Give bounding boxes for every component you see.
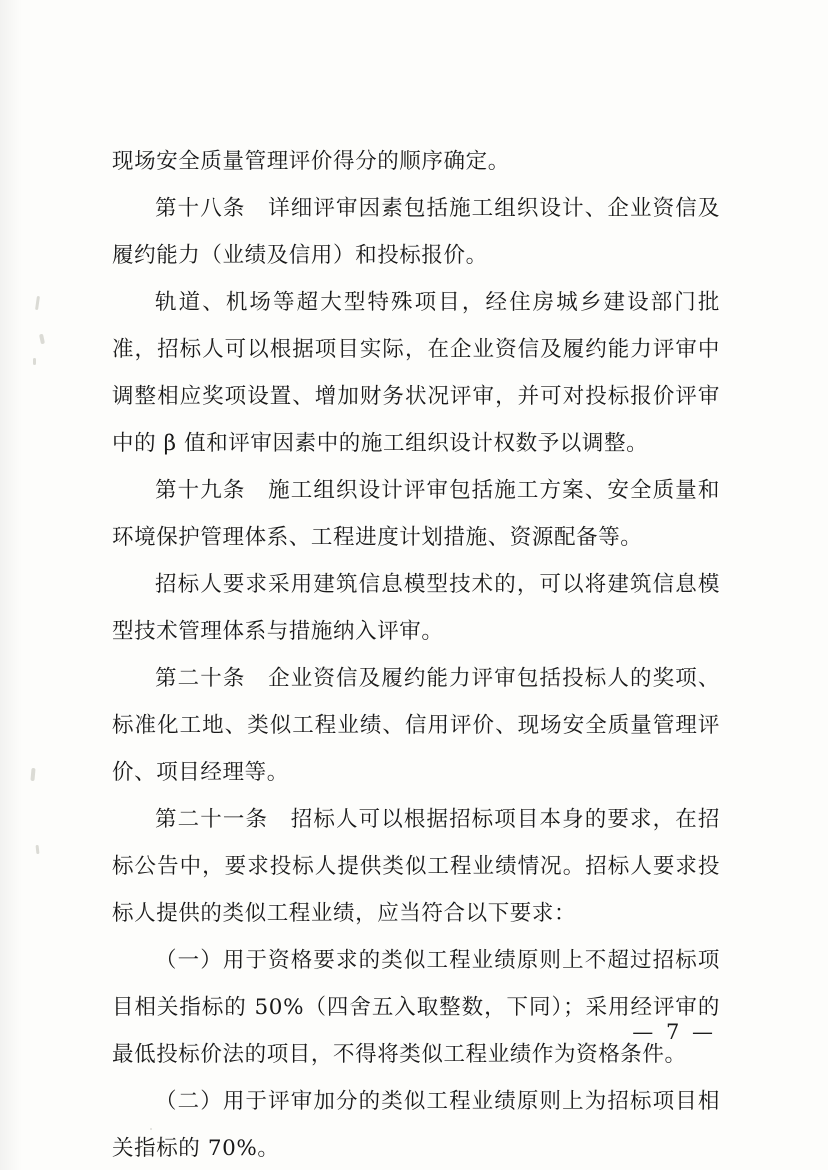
paragraph: 第十八条 详细评审因素包括施工组织设计、企业资信及履约能力（业绩及信用）和投标报价。 <box>112 196 720 268</box>
paragraph: （二）用于评审加分的类似工程业绩原则上为招标项目相关指标的 70%。 <box>112 1089 720 1161</box>
page-edge-shadow <box>0 0 22 1170</box>
document-body <box>112 138 720 1172</box>
scan-artifact-mark <box>39 334 45 345</box>
scan-artifact-mark <box>35 296 40 310</box>
scan-artifact-mark <box>36 845 40 854</box>
paragraph: 第十九条 施工组织设计评审包括施工方案、安全质量和环境保护管理体系、工程进度计划措施、资源配备等。 <box>112 478 720 550</box>
scan-artifact-mark <box>30 768 35 781</box>
paragraph: 第二十一条 招标人可以根据招标项目本身的要求，在招标公告中，要求投标人提供类似工程业绩情况。招标人要求投标人提供的类似工程业绩，应当符合以下要求： <box>112 807 720 926</box>
page-number: — 7 — <box>632 1020 716 1044</box>
paragraph: 轨道、机场等超大型特殊项目，经住房城乡建设部门批准，招标人可以根据项目实际，在企业资信及履约能力评审中调整相应奖项设置、增加财务状况评审，并可对投标报价评审中的 β 值和评审因素中的施工组织设计权数予以调整。 <box>112 290 720 456</box>
paragraph: 第二十条 企业资信及履约能力评审包括投标人的奖项、标准化工地、类似工程业绩、信用评价、现场安全质量管理评价、项目经理等。 <box>112 666 720 785</box>
paragraph: 现场安全质量管理评价得分的顺序确定。 <box>112 149 510 174</box>
paragraph: 招标人要求采用建筑信息模型技术的，可以将建筑信息模型技术管理体系与措施纳入评审。 <box>112 572 720 644</box>
paragraph: （一）用于资格要求的类似工程业绩原则上不超过招标项目相关指标的 50%（四舍五入取整数，下同）；采用经评审的最低投标价法的项目，不得将类似工程业绩作为资格条件。 <box>112 948 720 1067</box>
scan-artifact-mark <box>33 358 36 365</box>
